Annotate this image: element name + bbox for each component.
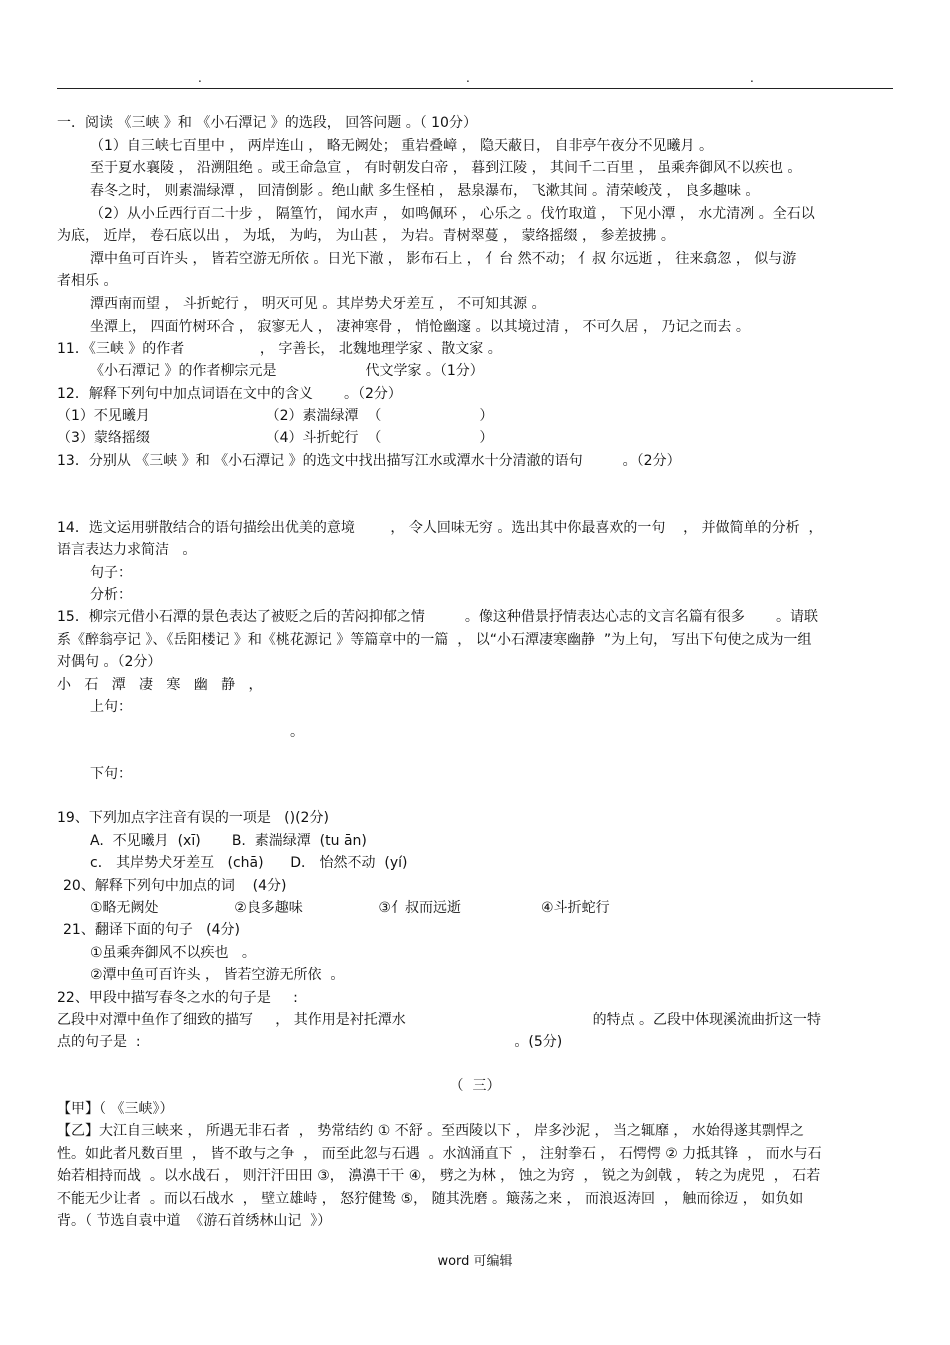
lower-sentence-label: 下句： (90, 766, 132, 782)
header-rule (57, 88, 893, 89)
question-21: 21、翻译下面的句子 (4分) (63, 922, 240, 938)
question-15: 15．柳宗元借小石潭的景色表达了被贬之后的苦闷抑郁之情 。像这种借景抒情表达心志的文言名篇有很多 。请联 (57, 609, 819, 625)
passage-yi-line: 性。如此者凡数百里 ， 皆不敢与之争 ， 而至此忽与石遇 。水汹涌直下 ， 注射拳石 ， 石愕愕 ② 力抵其锋 ， 而水与石 (57, 1146, 822, 1162)
question-13: 13．分别从 《三峡 》和 《小石潭记 》的选文中找出描写江水或潭水十分清澈的语句 。（2分） (57, 453, 681, 469)
question-21-item: ①虽乘奔御风不以疾也 。 (90, 945, 256, 961)
question-12: 12．解释下列句中加点词语在文中的含义 。（2分） (57, 386, 402, 402)
question-22-line3: 点的句子是 : 。(5分) (57, 1034, 563, 1050)
passage-line: 为底， 近岸， 卷石底以出 ， 为坻， 为屿， 为山甚 ， 为岩。青树翠蔓 ， 蒙络摇缀 ， 参差披拂 。 (57, 228, 675, 244)
passage-yi-line: 始若相持而战 。以水战石 ， 则汗汗田田 ③， 濞濞干干 ④， 劈之为林 ， 蚀之为窍 ， 锐之为剑戟 ， 转之为虎兕 ， 石若 (57, 1168, 821, 1184)
header-dot: . (198, 71, 202, 85)
question-21-item: ②潭中鱼可百许头 ， 皆若空游无所依 。 (90, 967, 345, 983)
passage-jia: 【甲】（ 《三峡》） (57, 1101, 174, 1117)
question-14-line2: 语言表达力求简洁 。 (57, 542, 197, 558)
question-19-options: A. 不见曦月 (xī) B. 素湍绿潭 (tu ān) (90, 833, 367, 849)
question-12-item: （3）蒙络摇缀 （4）斗折蛇行 （ ） (57, 430, 494, 446)
question-19: 19、下列加点字注音有误的一项是 ()(2分) (57, 810, 329, 826)
passage-yi-line: 【乙】大江自三峡来 ， 所遇无非石者 ， 势常结约 ① 不舒 。至西陵以下 ， 岸多沙泥 ， 当之辄靡 ， 水始得遂其剽悍之 (57, 1123, 804, 1139)
period-mark: 。 (290, 724, 304, 740)
passage-line: （1）自三峡七百里中 ， 两岸连山 ， 略无阙处； 重岩叠嶂 ， 隐天蔽日， 自非亭午夜分不见曦月 。 (90, 138, 713, 154)
question-22: 22、甲段中描写春冬之水的句子是 : (57, 990, 298, 1006)
couplet-line: 小 石 潭 凄 寒 幽 静 ， (57, 677, 263, 693)
passage-yi-line: 不能无少让者 。而以石战水 ， 壁立雄峙 ， 怒狞健鸷 ⑤， 随其洗磨 。簸荡之来 ， 而浪返涛回 ， 触而徐迈 ， 如负如 (57, 1191, 804, 1207)
passage-line: 潭中鱼可百许头 ， 皆若空游无所依 。日光下澈 ， 影布石上 ， 亻台 然不动； 亻叔 尔远逝 ， 往来翕忽 ， 似与游 (90, 251, 797, 267)
question-14: 14．选文运用骈散结合的语句描绘出优美的意境 ， 令人回味无穷 。选出其中你最喜欢的一句 ， 并做简单的分析 ， (57, 520, 823, 536)
question-19-options: c． 其岸势犬牙差互 (chā) D． 怡然不动 (yí) (90, 855, 408, 871)
upper-sentence-label: 上句： (90, 699, 132, 715)
question-22-line2: 乙段中对潭中鱼作了细致的描写 ， 其作用是衬托潭水 的特点 。乙段中体现溪流曲折这一特 (57, 1012, 822, 1028)
section-three-heading: （ 三） (449, 1078, 501, 1094)
passage-line: 者相乐 。 (57, 273, 118, 289)
question-one-heading: 一．阅读 《三峡 》和 《小石潭记 》的选段， 回答问题 。（ 10分） (57, 115, 477, 131)
passage-yi-line: 背。（ 节选自袁中道 《游石首绣林山记 》） (57, 1213, 332, 1229)
header-dot: . (750, 71, 754, 85)
passage-line: 至于夏水襄陵 ， 沿溯阻绝 。或王命急宣 ， 有时朝发白帝 ， 暮到江陵 ， 其间千二百里 ， 虽乘奔御风不以疾也 。 (90, 160, 802, 176)
sentence-label: 句子： (90, 565, 132, 581)
question-11: 11．《三峡 》的作者 ， 字善长， 北魏地理学家 、散文家 。 (57, 341, 502, 357)
passage-line: 潭西南而望 ， 斗折蛇行 ， 明灭可见 。其岸势犬牙差互 ， 不可知其源 。 (90, 296, 546, 312)
passage-line: 坐潭上， 四面竹树环合 ， 寂寥无人 ， 凄神寒骨 ， 悄怆幽邃 。以其境过清 ， 不可久居 ， 乃记之而去 。 (90, 319, 750, 335)
passage-line: 春冬之时， 则素湍绿潭 ， 回清倒影 。绝山献 多生怪柏 ， 悬泉瀑布， 飞漱其间 。清荣峻茂 ， 良多趣味 。 (90, 183, 760, 199)
page-footer: word 可编辑 (437, 1254, 513, 1269)
question-11-line2: 《小石潭记 》的作者柳宗元是 代文学家 。（1分） (90, 363, 484, 379)
question-20: 20、解释下列句中加点的词 (4分) (63, 878, 287, 894)
question-15-line2: 系《醉翁亭记 》、《岳阳楼记 》和《桃花源记 》等篇章中的一篇 ， 以“小石潭凄寒幽静 ”为上句， 写出下句使之成为一组 (57, 632, 812, 648)
question-15-line3: 对偶句 。（2分） (57, 654, 162, 670)
question-12-item: （1）不见曦月 （2）素湍绿潭 （ ） (57, 408, 494, 424)
question-20-items: ①略无阙处 ②良多趣味 ③亻叔而远逝 ④斗折蛇行 (90, 900, 610, 916)
passage-line: （2）从小丘西行百二十步 ， 隔篁竹， 闻水声 ， 如鸣佩环 ， 心乐之 。伐竹取道 ， 下见小潭 ， 水尤清冽 。全石以 (90, 206, 815, 222)
header-dot: . (466, 71, 470, 85)
analysis-label: 分析： (90, 587, 132, 603)
